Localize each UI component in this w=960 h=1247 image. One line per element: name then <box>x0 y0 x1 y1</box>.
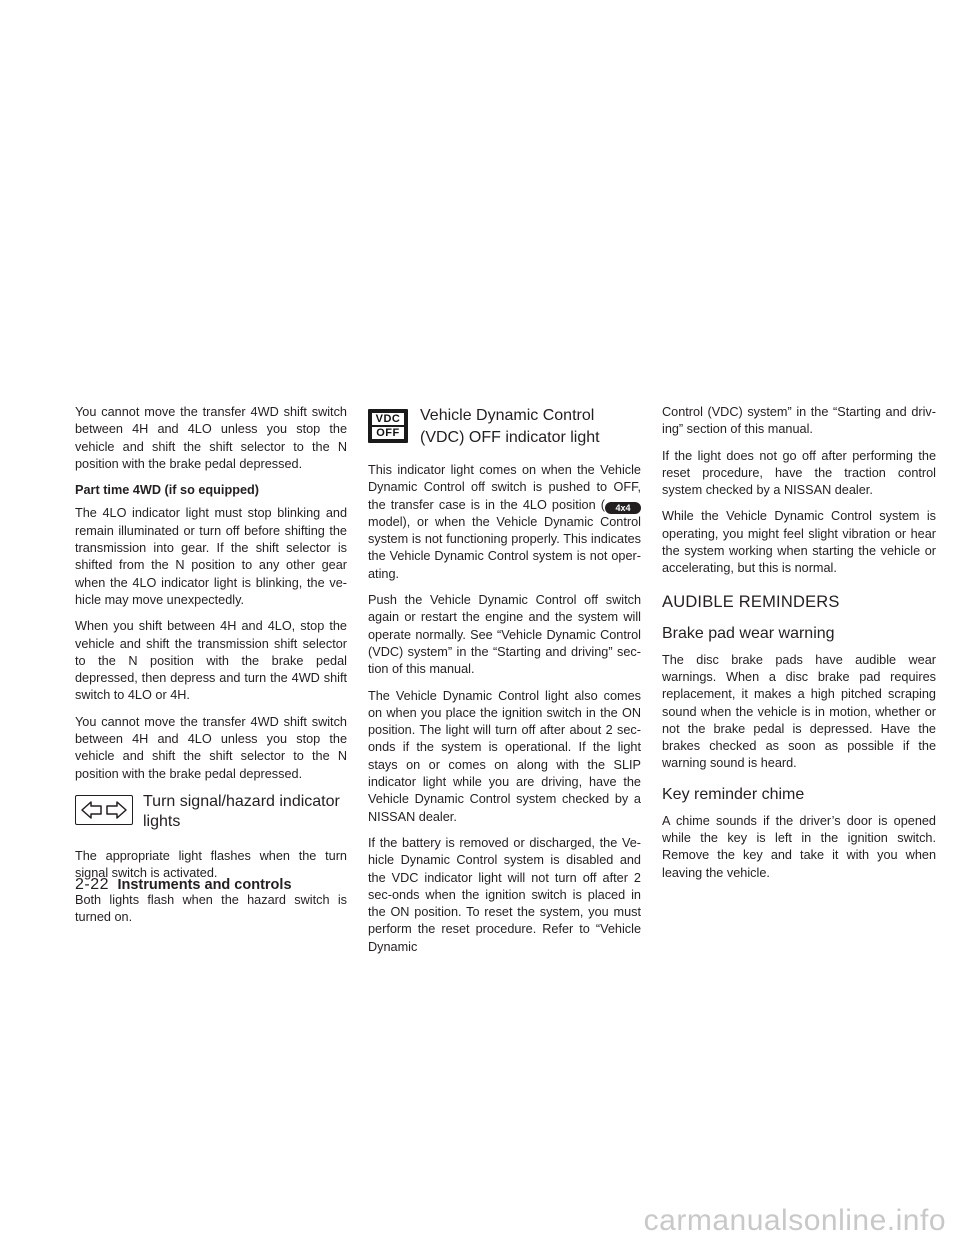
paragraph: The disc brake pads have audible wear warnings. When a disc brake pad requires replacement, it makes a high pitched scraping sound when the vehicle is in motion, whether or not the brake pedal is depressed. Have the brakes checked as soon as possible if the warning sound is heard. <box>662 652 936 771</box>
paragraph: You cannot move the transfer 4WD shift switch between 4H and 4LO unless you stop the vehicle and shift the shift selector to the N position with the brake pedal depressed. <box>75 405 347 471</box>
heading-key-reminder: Key reminder chime <box>662 785 805 803</box>
paragraph: When you shift between 4H and 4LO, stop the vehicle and shift the transmission shift selector to the N position with the brake pedal depressed, then depress and turn the 4WD shift switch to 4LO or 4H. <box>75 619 347 703</box>
vdc-icon-bottom-text: OFF <box>372 427 404 439</box>
paragraph: Both lights flash when the hazard switch is turned on. <box>75 892 347 924</box>
vdc-title-line2: (VDC) OFF indicator light <box>420 429 600 446</box>
column-left <box>75 404 347 935</box>
paragraph: While the Vehicle Dynamic Control system is operating, you might feel slight vibration or hear the system working when starting the vehicle or accelerating, but this is normal. <box>662 509 936 576</box>
page-footer <box>75 876 292 894</box>
turn-signal-title-line1: Turn signal/hazard indicator <box>143 792 340 810</box>
heading-brake-pad-wear: Brake pad wear warning <box>662 624 835 642</box>
section-title: Instruments and controls <box>117 877 292 893</box>
page-number: 2-22 <box>75 876 110 893</box>
paragraph <box>368 462 641 583</box>
column-right <box>662 404 936 891</box>
paragraph-text: This indicator light comes on when the Vehicle Dynamic Control off switch is pushed to OFF, the transfer case is in the 4LO position ( <box>368 463 641 512</box>
vdc-title-line1: Vehicle Dynamic Control <box>420 407 595 424</box>
watermark-logo <box>0 1194 960 1242</box>
heading-audible-reminders: AUDIBLE REMINDERS <box>662 592 840 611</box>
paragraph: If the battery is removed or discharged, the Ve-hicle Dynamic Control system is disabled and the VDC indicator light will not turn off after 2 sec-onds when the ignition switch is placed in the ON position. To reset the system, you must perform the reset procedure. Refer to “Vehicle Dynamic <box>368 835 641 954</box>
column-middle <box>368 404 641 965</box>
paragraph: A chime sounds if the driver’s door is opened while the key is left in the ignition switch. Remove the key and take it with you when leaving the vehicle. <box>662 813 936 880</box>
paragraph: The 4LO indicator light must stop blinking and remain illuminated or turn off before shifting the transmission into gear. If the shift selector is shifted from the N position to any other gear when the 4LO indicator light is blinking, the ve-hicle may move unexpectedly. <box>75 506 347 607</box>
paragraph: Push the Vehicle Dynamic Control off switch again or restart the engine and the system will operate normally. See “Vehicle Dynamic Control (VDC) system” in the “Starting and driving” sec-tion of this manual. <box>368 593 641 677</box>
vdc-icon-top-text: VDC <box>372 413 404 425</box>
4x4-icon: 4x4 <box>605 502 641 514</box>
paragraph-text: model), or when the Vehicle Dynamic Control system is not functioning properly. This indicates the Vehicle Dynamic Control system is not oper-ating. <box>368 514 641 581</box>
svg-text:carmanualsonline.info: carmanualsonline.info <box>643 1204 946 1237</box>
vdc-off-heading <box>368 406 641 450</box>
paragraph: The Vehicle Dynamic Control light also comes on when you place the ignition switch in the ON position. The light will turn off after about 2 sec-onds if the system is operational. If the light stays on or comes on along with the SLIP indicator light while you are driving, have the Vehicle Dynamic Control system checked by a NISSAN dealer. <box>368 688 641 824</box>
turn-signal-heading <box>75 792 347 836</box>
vdc-off-icon <box>368 409 408 443</box>
subheading-part-time-4wd: Part time 4WD (if so equipped) <box>75 483 259 498</box>
turn-signal-hazard-icon <box>75 795 133 825</box>
turn-signal-title-line2: lights <box>143 812 181 830</box>
paragraph: You cannot move the transfer 4WD shift switch between 4H and 4LO unless you stop the vehicle and shift the shift selector to the N position with the brake pedal depressed. <box>75 714 347 781</box>
paragraph: If the light does not go off after performing the reset procedure, have the traction control system checked by a NISSAN dealer. <box>662 448 936 498</box>
paragraph: The appropriate light flashes when the turn signal switch is activated. <box>75 848 347 881</box>
paragraph: Control (VDC) system” in the “Starting and driv-ing” section of this manual. <box>662 405 936 437</box>
